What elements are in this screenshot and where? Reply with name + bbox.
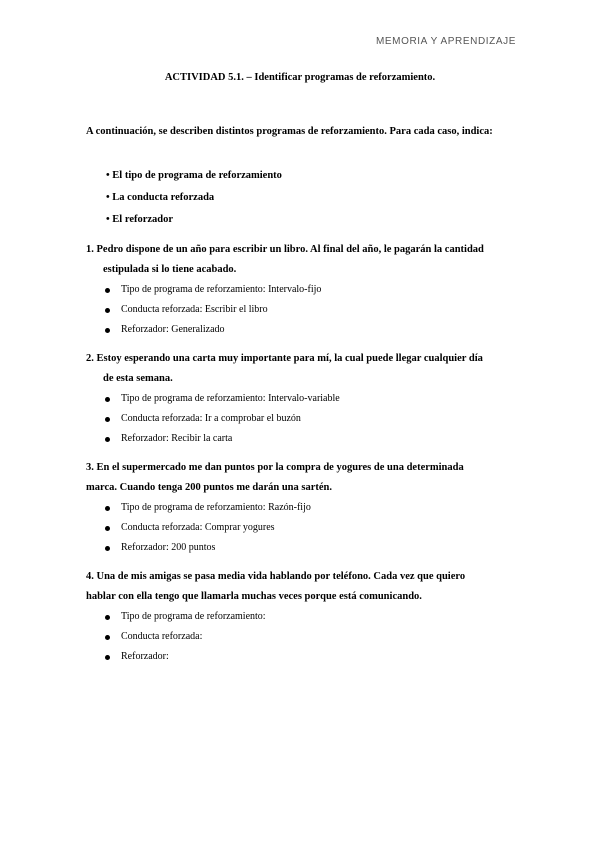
bullet-icon <box>105 615 110 620</box>
answer-item: Reforzador: <box>86 647 518 667</box>
bullet-icon <box>105 526 110 531</box>
question-4 <box>86 567 518 667</box>
bullet-icon <box>105 655 110 660</box>
answer-item: Reforzador: Recibir la carta <box>86 429 518 449</box>
question-text-cont: marca. Cuando tenga 200 puntos me darán una sartén. <box>86 482 332 493</box>
question-text-cont: hablar con ella tengo que llamarla muchas veces porque está comunicando. <box>86 591 422 602</box>
answer-item: Tipo de programa de reforzamiento: Razón-fijo <box>86 498 518 518</box>
ask-item: • El reforzador <box>106 214 174 225</box>
question-text: 4. Una de mis amigas se pasa media vida hablando por teléfono. Cada vez que quiero <box>86 571 466 582</box>
question-text: 1. Pedro dispone de un año para escribir un libro. Al final del año, le pagarán la cantidad <box>86 244 484 255</box>
question-2 <box>86 349 518 449</box>
answer-item: Conducta reforzada: Ir a comprobar el buzón <box>86 409 518 429</box>
bullet-icon <box>105 417 110 422</box>
ask-item: • El tipo de programa de reforzamiento <box>106 170 282 181</box>
answer-item: Tipo de programa de reforzamiento: Intervalo-fijo <box>86 280 518 300</box>
answer-item: Tipo de programa de reforzamiento: <box>86 607 518 627</box>
bullet-icon <box>105 635 110 640</box>
bullet-icon <box>105 506 110 511</box>
bullet-icon <box>105 546 110 551</box>
intro-paragraph: A continuación, se describen distintos programas de reforzamiento. Para cada caso, indica: <box>86 126 493 137</box>
question-3 <box>86 458 518 558</box>
answer-item: Reforzador: 200 puntos <box>86 538 518 558</box>
question-text-cont: de esta semana. <box>103 373 173 384</box>
question-1 <box>86 240 518 340</box>
activity-title: ACTIVIDAD 5.1. – Identificar programas de reforzamiento. <box>164 72 436 83</box>
bullet-icon <box>105 437 110 442</box>
page-header: MEMORIA Y APRENDIZAJE <box>375 36 516 47</box>
bullet-icon <box>105 328 110 333</box>
answer-item: Conducta reforzada: Comprar yogures <box>86 518 518 538</box>
ask-item: • La conducta reforzada <box>106 192 215 203</box>
question-text: 2. Estoy esperando una carta muy importante para mí, la cual puede llegar cualquier día <box>86 353 483 364</box>
bullet-icon <box>105 288 110 293</box>
answer-item: Conducta reforzada: Escribir el libro <box>86 300 518 320</box>
question-text: 3. En el supermercado me dan puntos por la compra de yogures de una determinada <box>86 462 464 473</box>
answer-item: Tipo de programa de reforzamiento: Intervalo-variable <box>86 389 518 409</box>
bullet-icon <box>105 308 110 313</box>
question-text-cont: estipulada si lo tiene acabado. <box>103 264 237 275</box>
answer-item: Conducta reforzada: <box>86 627 518 647</box>
answer-item: Reforzador: Generalizado <box>86 320 518 340</box>
bullet-icon <box>105 397 110 402</box>
ask-list <box>106 167 282 233</box>
